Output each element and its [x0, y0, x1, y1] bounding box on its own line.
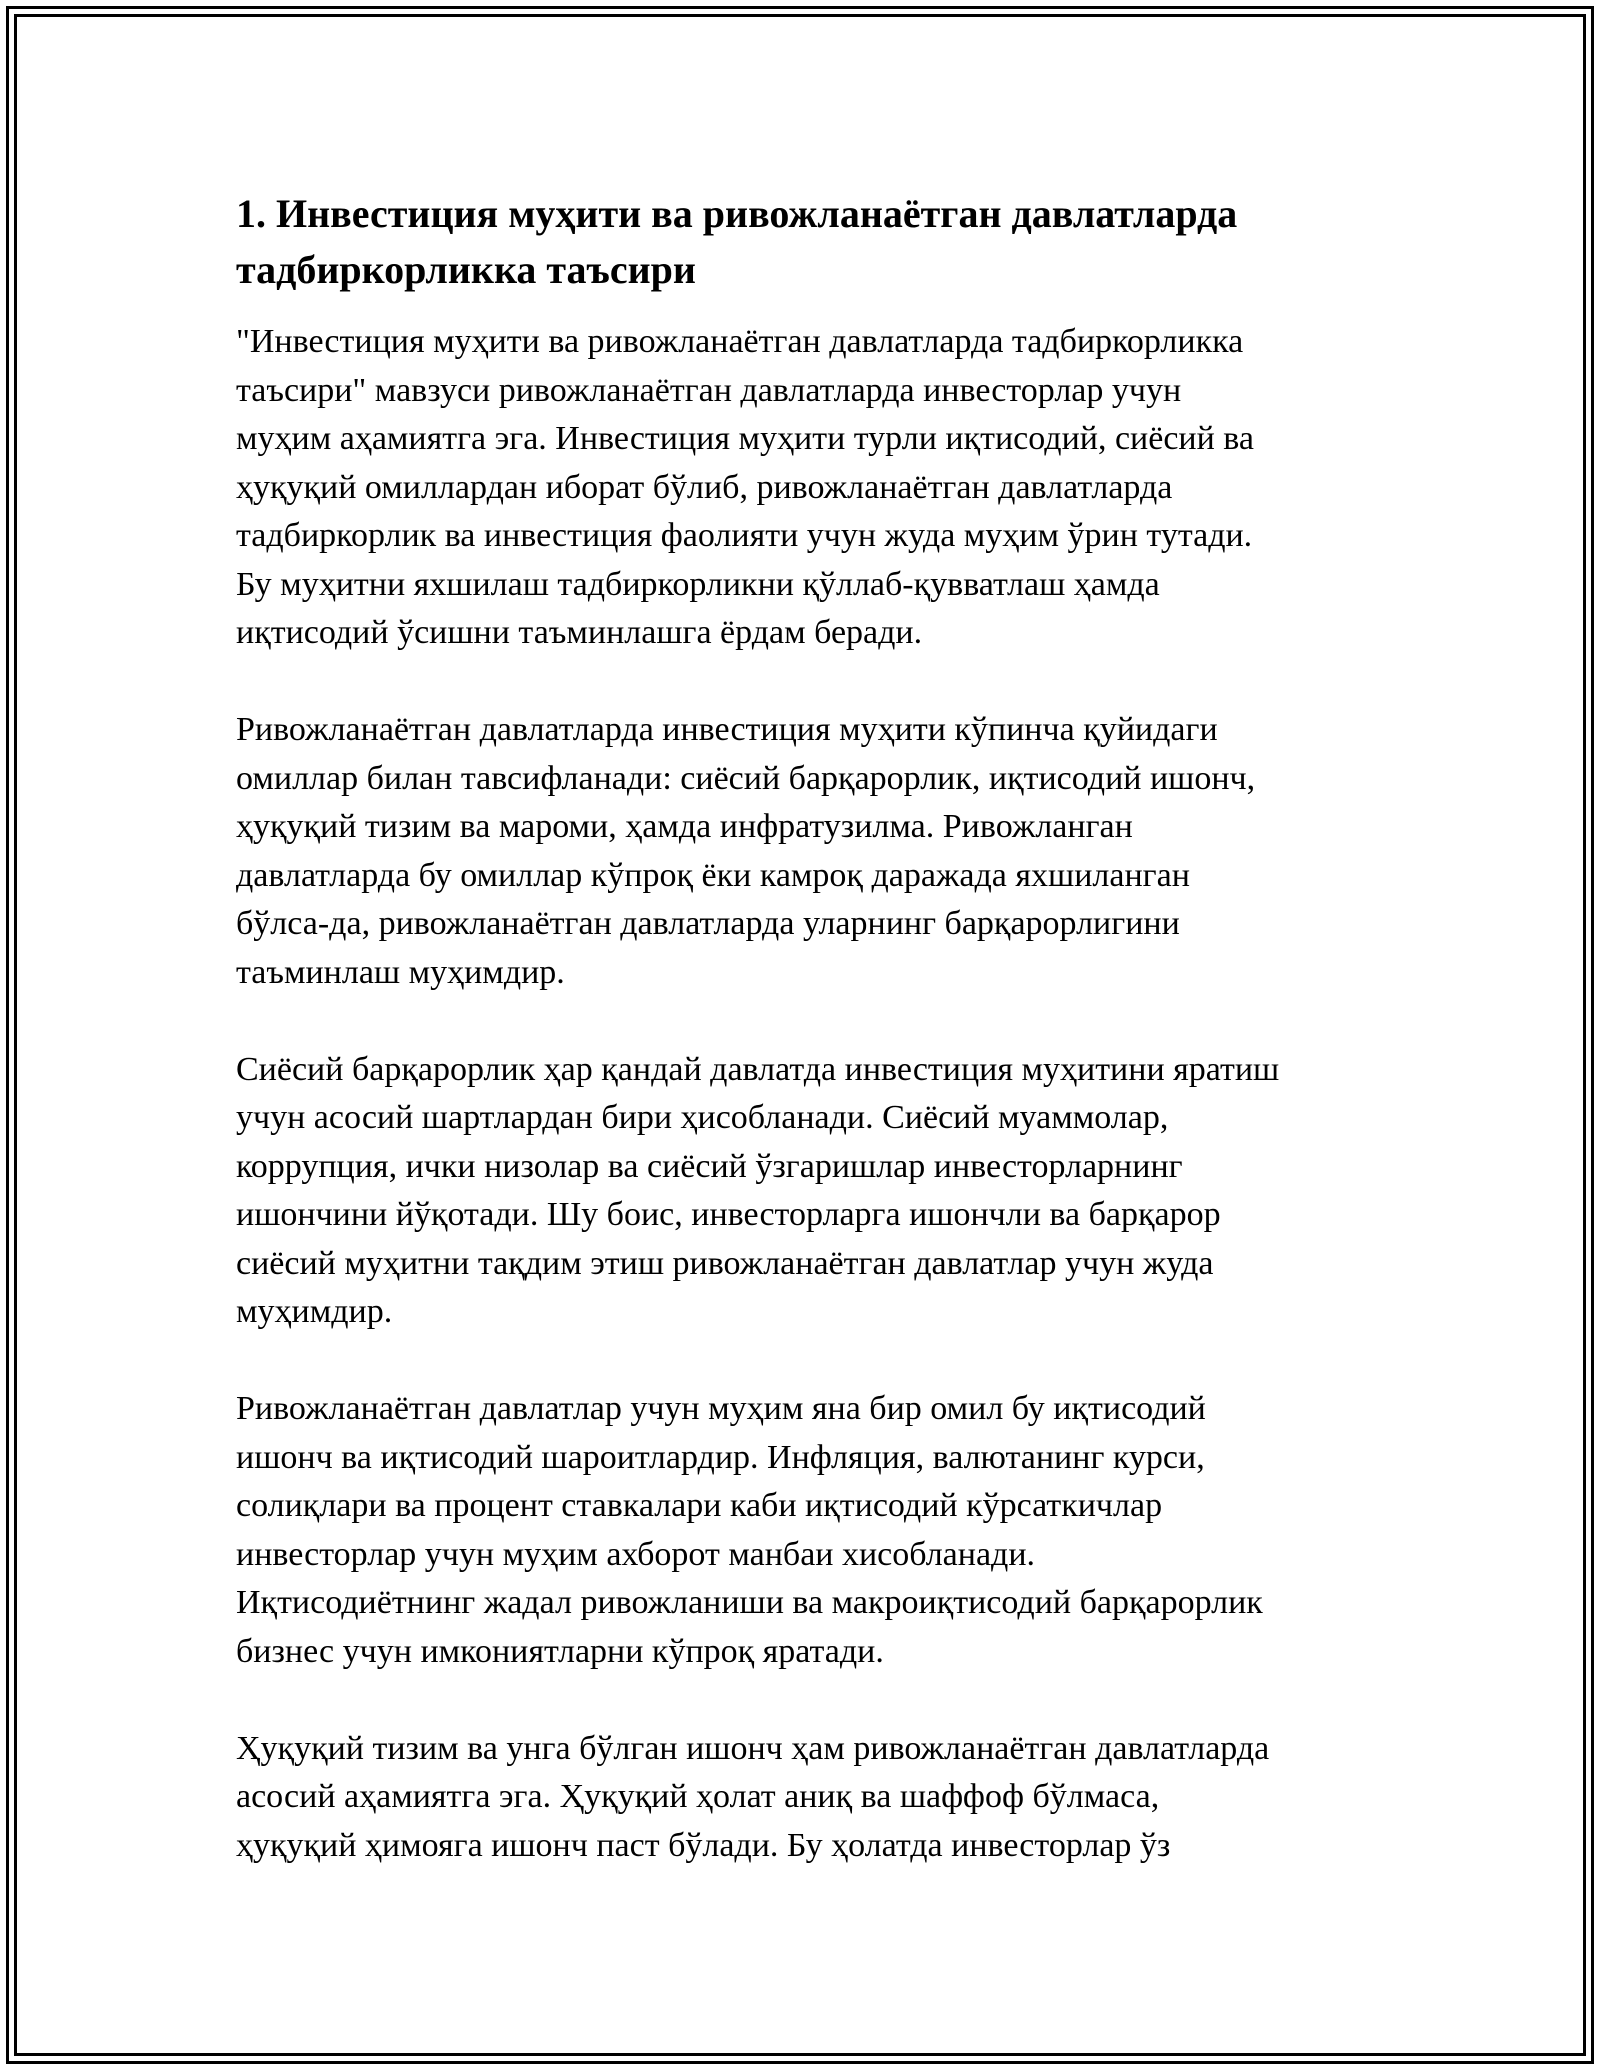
document-body	[236, 186, 1366, 1919]
paragraph-factors: Ривожланаётган давлатларда инвестиция муҳити кўпинча қуйидаги омиллар билан тавсифланади: сиёсий барқарорлик, иқтисодий ишонч, ҳуқуқий тизим ва мароми, ҳамда инфратузилма. Ривожланган давлатларда бу омиллар кўпроқ ёки камроқ даражада яхшиланган бўлса-да, ривожланаётган давлатларда уларнинг барқарорлигини таъминлаш муҳимдир.	[236, 711, 1256, 991]
paragraph-economic-confidence: Ривожланаётган давлатлар учун муҳим яна бир омил бу иқтисодий ишонч ва иқтисодий шароитлардир. Инфляция, валютанинг курси, солиқлари ва процент ставкалари каби иқтисодий кўрсаткичлар инвесторлар учун муҳим ахборот манбаи хисобланади. Иқтисодиётнинг жадал ривожланиши ва макроиқтисодий барқарорлик бизнес учун имкониятларни кўпроқ яратади.	[236, 1390, 1263, 1670]
paragraph-political-stability: Сиёсий барқарорлик ҳар қандай давлатда инвестиция муҳитини яратиш учун асосий шартлардан бири ҳисобланади. Сиёсий муаммолар, коррупция, ички низолар ва сиёсий ўзгаришлар инвесторларнинг ишончини йўқотади. Шу боис, инвесторларга ишончли ва барқарор сиёсий муҳитни тақдим этиш ривожланаётган давлатлар учун жуда муҳимдир.	[236, 1050, 1280, 1330]
section-heading: 1. Инвестиция муҳити ва ривожланаётган давлатларда тадбиркорликка таъсири	[236, 191, 1238, 292]
paragraph-intro: "Инвестиция муҳити ва ривожланаётган давлатларда тадбиркорликка таъсири" мавзуси ривожланаётган давлатларда инвесторлар учун муҳим аҳамиятга эга. Инвестиция муҳити турли иқтисодий, сиёсий ва ҳуқуқий омиллардан иборат бўлиб, ривожланаётган давлатларда тадбиркорлик ва инвестиция фаолияти учун жуда муҳим ўрин тутади. Бу муҳитни яхшилаш тадбиркорликни қўллаб-қувватлаш ҳамда иқтисодий ўсишни таъминлашга ёрдам беради.	[236, 323, 1255, 651]
paragraph-legal-system: Ҳуқуқий тизим ва унга бўлган ишонч ҳам ривожланаётган давлатларда асосий аҳамиятга эга. Ҳуқуқий ҳолат аниқ ва шаффоф бўлмаса, ҳуқуқий ҳимояга ишонч паст бўлади. Бу ҳолатда инвесторлар ўз	[236, 1729, 1270, 1864]
